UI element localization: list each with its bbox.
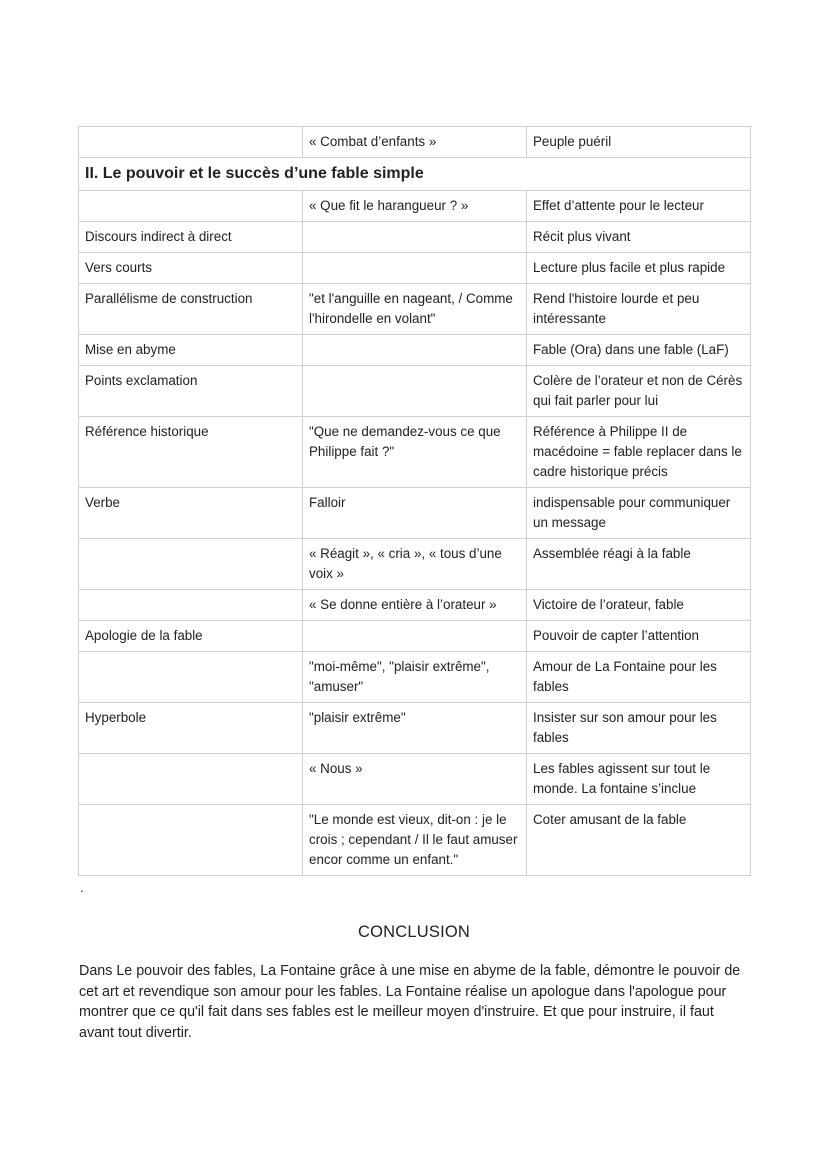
table-cell-procede — [79, 127, 303, 158]
table-cell-citation: « Réagit », « cria », « tous d’une voix » — [303, 539, 527, 590]
table-cell-interpretation: Colère de l’orateur et non de Cérès qui fait parler pour lui — [527, 366, 751, 417]
table-cell-citation: « Combat d’enfants » — [303, 127, 527, 158]
table-row — [79, 621, 751, 652]
table-row — [79, 127, 751, 158]
separator-dot: . — [80, 880, 84, 895]
table-cell-procede: Verbe — [79, 488, 303, 539]
section-heading-row — [79, 158, 751, 191]
analysis-table-body — [79, 127, 751, 876]
table-cell-citation — [303, 366, 527, 417]
table-row — [79, 652, 751, 703]
table-cell-procede — [79, 805, 303, 876]
table-cell-citation — [303, 335, 527, 366]
table-cell-citation — [303, 253, 527, 284]
table-cell-interpretation: Amour de La Fontaine pour les fables — [527, 652, 751, 703]
table-cell-interpretation: Effet d’attente pour le lecteur — [527, 191, 751, 222]
table-cell-interpretation: indispensable pour communiquer un message — [527, 488, 751, 539]
table-cell-interpretation: Assemblée réagi à la fable — [527, 539, 751, 590]
table-cell-interpretation: Lecture plus facile et plus rapide — [527, 253, 751, 284]
table-row — [79, 335, 751, 366]
table-row — [79, 253, 751, 284]
table-cell-procede: Référence historique — [79, 417, 303, 488]
table-cell-citation: Falloir — [303, 488, 527, 539]
table-cell-interpretation: Insister sur son amour pour les fables — [527, 703, 751, 754]
table-cell-interpretation: Fable (Ora) dans une fable (LaF) — [527, 335, 751, 366]
table-cell-procede — [79, 539, 303, 590]
table-row — [79, 488, 751, 539]
table-row — [79, 366, 751, 417]
table-row — [79, 590, 751, 621]
table-cell-procede: Parallélisme de construction — [79, 284, 303, 335]
table-cell-interpretation: Récit plus vivant — [527, 222, 751, 253]
table-cell-citation: "Le monde est vieux, dit-on : je le crois ; cependant / Il le faut amuser encor comme un enfant." — [303, 805, 527, 876]
table-row — [79, 284, 751, 335]
table-cell-procede: Apologie de la fable — [79, 621, 303, 652]
table-cell-citation: « Se donne entière à l’orateur » — [303, 590, 527, 621]
table-cell-citation: "Que ne demandez-vous ce que Philippe fait ?" — [303, 417, 527, 488]
table-row — [79, 805, 751, 876]
table-cell-citation — [303, 222, 527, 253]
table-cell-interpretation: Rend l'histoire lourde et peu intéressante — [527, 284, 751, 335]
table-row — [79, 191, 751, 222]
table-row — [79, 222, 751, 253]
table-row — [79, 703, 751, 754]
table-cell-citation: « Que fit le harangueur ? » — [303, 191, 527, 222]
table-row — [79, 539, 751, 590]
table-cell-procede — [79, 590, 303, 621]
conclusion-title: CONCLUSION — [357, 923, 470, 941]
table-row — [79, 754, 751, 805]
table-cell-procede — [79, 754, 303, 805]
conclusion-paragraph: Dans Le pouvoir des fables, La Fontaine grâce à une mise en abyme de la fable, démontre le pouvoir de cet art et revendique son amour pour les fables. La Fontaine réalise un apologue dans l'apologue pour montrer que ce qu'il fait dans ses fables est le meilleur moyen d'instruire. Et que pour instruire, il faut avant tout divertir. — [79, 963, 741, 1042]
table-cell-procede — [79, 652, 303, 703]
table-cell-interpretation: Coter amusant de la fable — [527, 805, 751, 876]
table-cell-interpretation: Pouvoir de capter l’attention — [527, 621, 751, 652]
table-cell-interpretation: Les fables agissent sur tout le monde. La fontaine s’inclue — [527, 754, 751, 805]
table-row — [79, 417, 751, 488]
table-cell-interpretation: Référence à Philippe II de macédoine = fable replacer dans le cadre historique précis — [527, 417, 751, 488]
table-cell-citation: « Nous » — [303, 754, 527, 805]
table-cell-interpretation: Peuple puéril — [527, 127, 751, 158]
table-cell-citation — [303, 621, 527, 652]
table-cell-procede: Discours indirect à direct — [79, 222, 303, 253]
section-heading: II. Le pouvoir et le succès d’une fable simple — [79, 158, 751, 191]
table-cell-interpretation: Victoire de l’orateur, fable — [527, 590, 751, 621]
table-cell-citation: "moi-même", "plaisir extrême", "amuser" — [303, 652, 527, 703]
table-cell-procede — [79, 191, 303, 222]
table-cell-procede: Vers courts — [79, 253, 303, 284]
table-cell-procede: Mise en abyme — [79, 335, 303, 366]
table-cell-citation: "plaisir extrême" — [303, 703, 527, 754]
table-cell-procede: Points exclamation — [79, 366, 303, 417]
table-cell-procede: Hyperbole — [79, 703, 303, 754]
analysis-table — [78, 126, 751, 876]
table-cell-citation: "et l'anguille en nageant, / Comme l'hirondelle en volant" — [303, 284, 527, 335]
